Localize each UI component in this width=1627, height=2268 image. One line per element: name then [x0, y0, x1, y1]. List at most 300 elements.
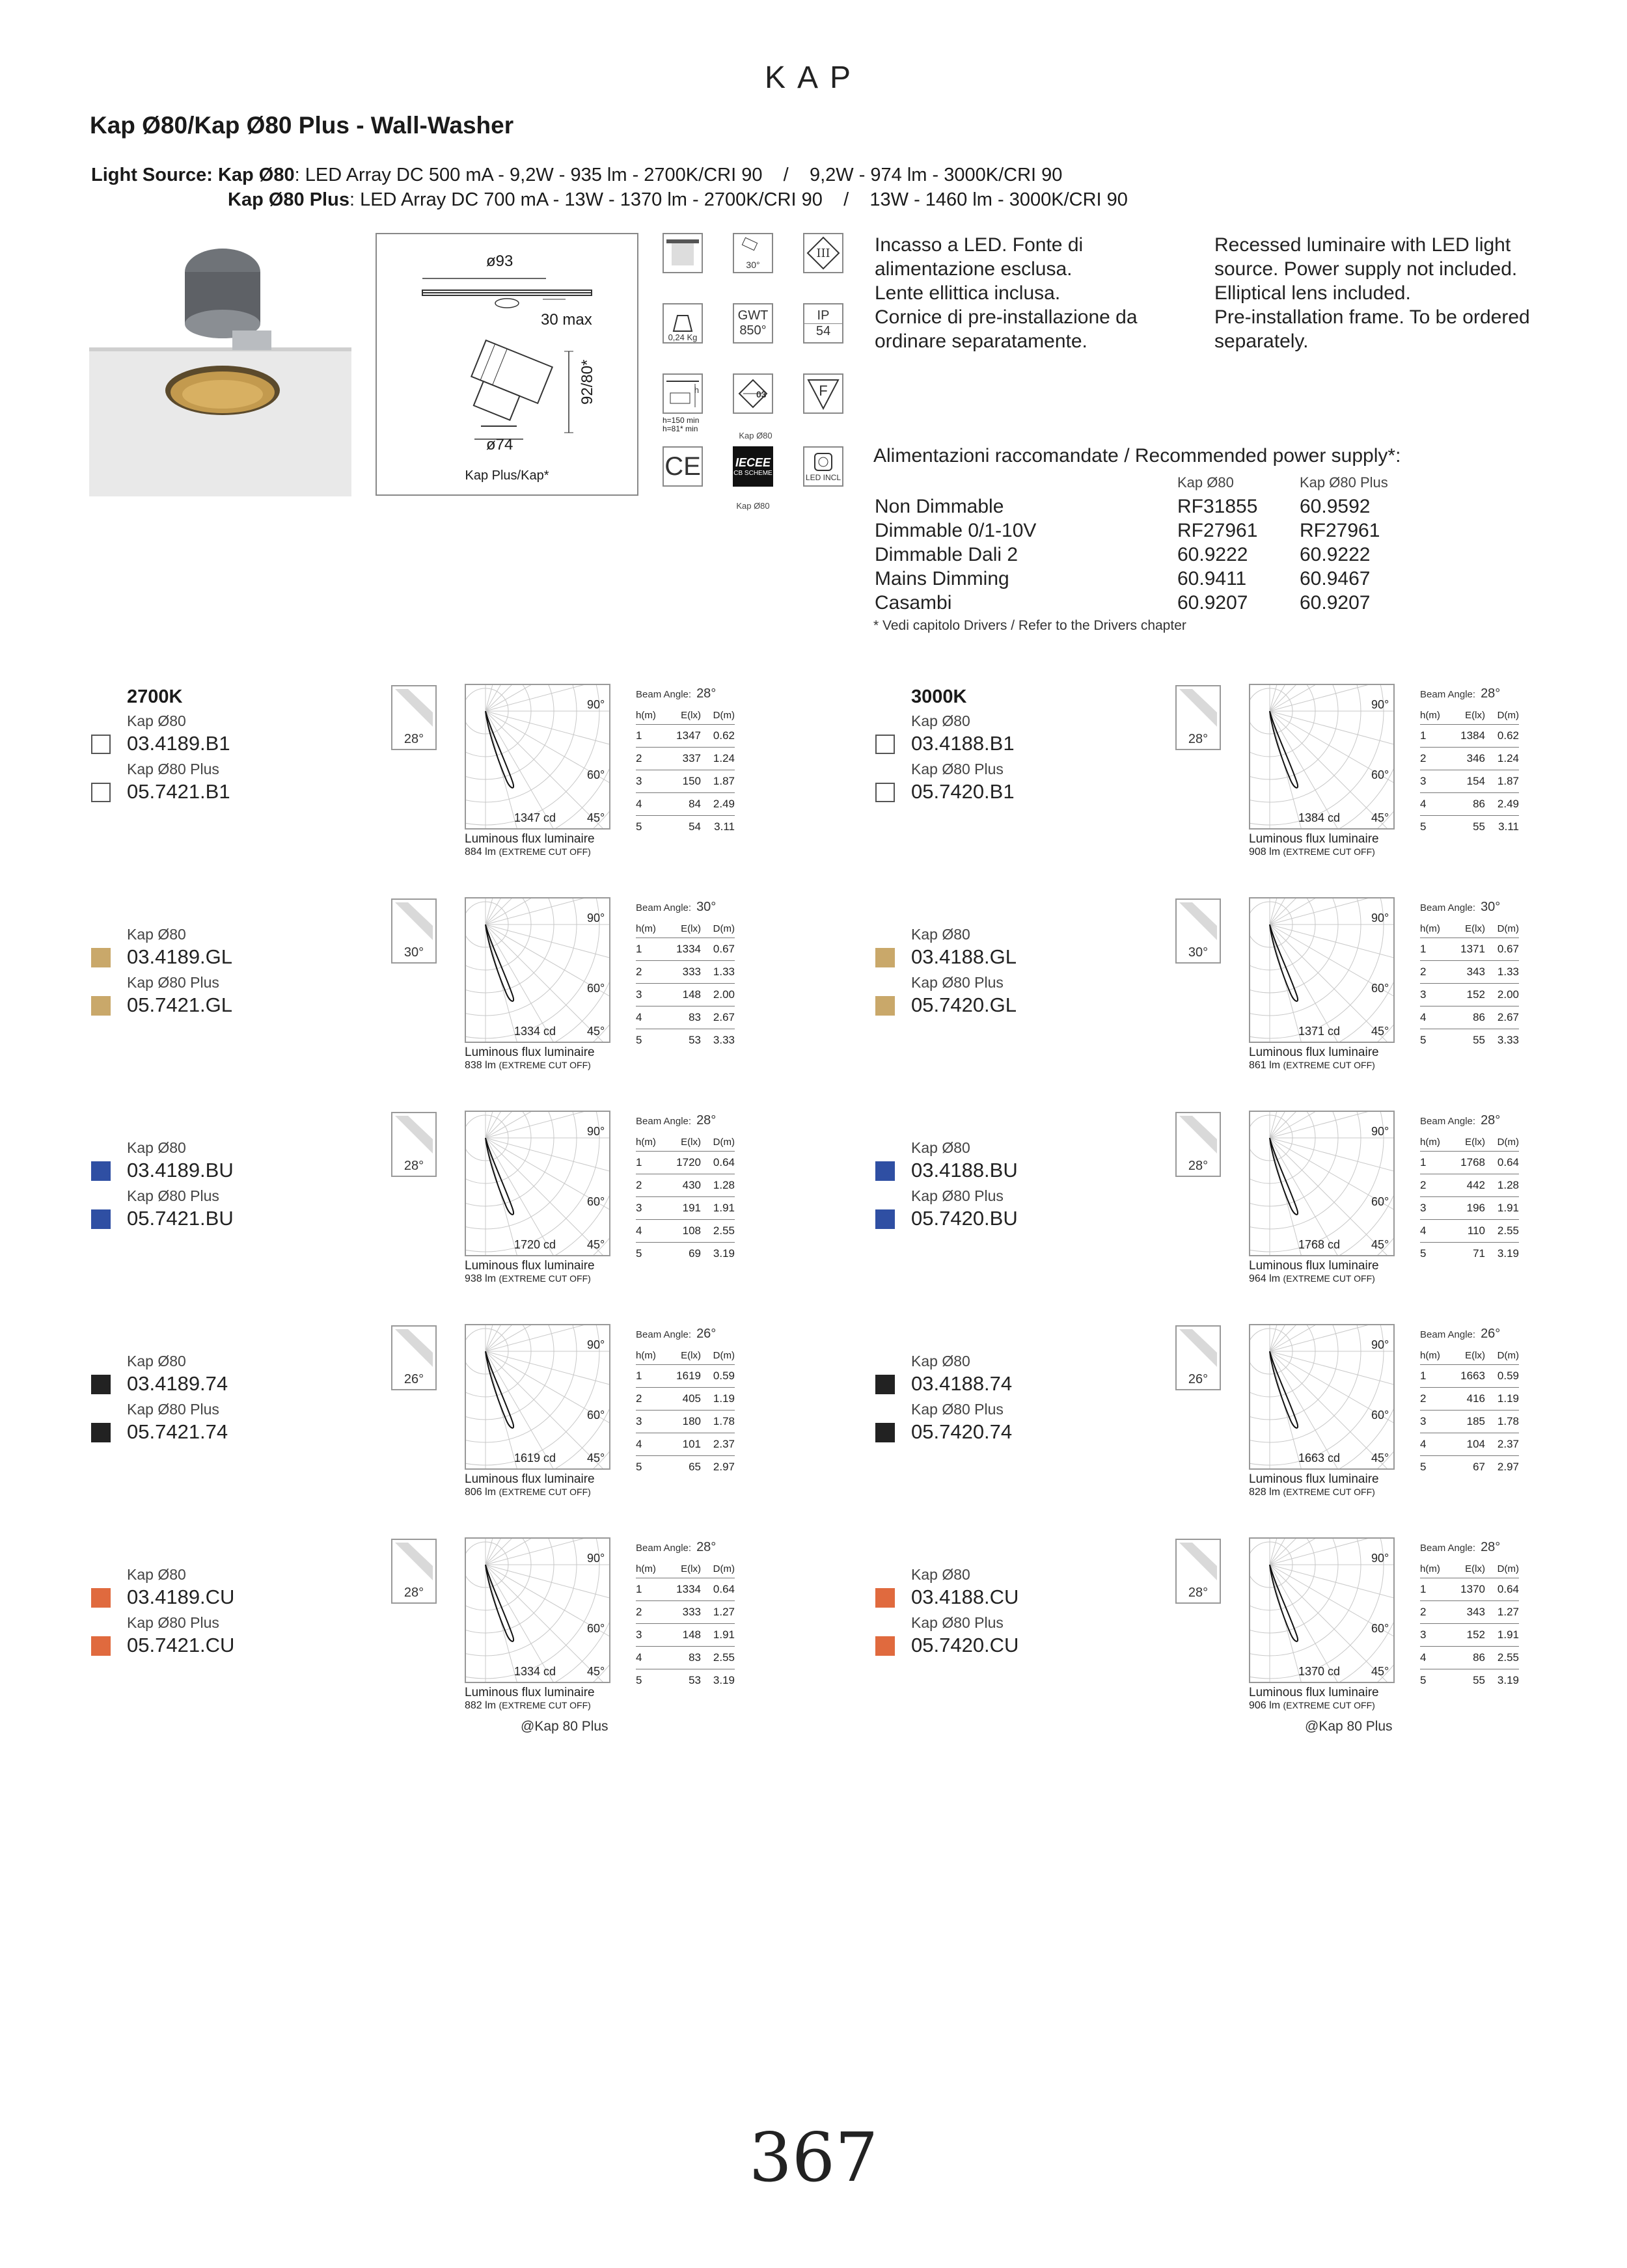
table-cell: 1.27	[701, 1601, 735, 1624]
finish-swatch[interactable]	[91, 783, 111, 802]
flux-value: 861 lm	[1249, 1060, 1281, 1071]
table-cell: 1.19	[701, 1388, 735, 1411]
table-header-cell: h(m)	[1420, 1346, 1446, 1365]
ip-value: 54	[815, 323, 831, 338]
table-row	[1420, 1365, 1519, 1388]
table-cell: 0.62	[1485, 725, 1519, 748]
power-supply-plus-code: 60.9592	[1300, 496, 1371, 517]
table-row	[1420, 1456, 1519, 1479]
table-cell: 405	[662, 1388, 701, 1411]
power-supply-name: Non Dimmable	[875, 496, 1004, 517]
table-cell: 104	[1446, 1433, 1485, 1456]
table-row	[1420, 1152, 1519, 1174]
gwt-icon	[733, 303, 773, 344]
power-supply-kap-code: RF27961	[1177, 520, 1258, 541]
cutoff-label: (EXTREME CUT OFF)	[1283, 1700, 1375, 1710]
product-code-plus: 05.7420.CU	[911, 1634, 1019, 1656]
beam-angle-header	[636, 900, 716, 915]
table-header-cell: h(m)	[1420, 706, 1446, 725]
table-cell: 86	[1446, 1006, 1485, 1029]
table-cell: 148	[662, 1624, 701, 1647]
model-label-kap: Kap Ø80	[911, 1566, 970, 1583]
table-cell: 152	[1446, 984, 1485, 1006]
table-cell: 5	[636, 1034, 642, 1046]
table-cell: 2	[1420, 961, 1446, 984]
table-header-row	[636, 1346, 735, 1365]
table-cell: 1.27	[1485, 1601, 1519, 1624]
finish-swatch[interactable]	[875, 1588, 895, 1608]
weight-icon	[663, 303, 703, 344]
table-cell: 148	[662, 984, 701, 1006]
table-row	[636, 984, 735, 1006]
table-cell: 0.67	[1485, 938, 1519, 961]
angle-45-label: 45°	[1371, 1238, 1389, 1251]
power-supply-name: Mains Dimming	[875, 568, 1009, 589]
light-source-block	[91, 163, 1128, 212]
finish-swatch[interactable]	[875, 996, 895, 1016]
dim-top: ø93	[486, 252, 513, 270]
angle-90-label: 90°	[1371, 1552, 1389, 1565]
finish-swatch[interactable]	[875, 1636, 895, 1656]
table-header-cell: E(lx)	[662, 706, 701, 725]
finish-swatch[interactable]	[91, 996, 111, 1016]
table-cell: 3	[636, 1411, 662, 1433]
table-cell: 5	[1420, 1034, 1427, 1046]
beam-angle-badge: 28°	[1175, 1156, 1221, 1177]
table-cell: 0.59	[1485, 1365, 1519, 1388]
peak-intensity: 1663 cd	[1298, 1451, 1341, 1465]
model-label-plus: Kap Ø80 Plus	[127, 1614, 219, 1631]
table-header-cell: E(lx)	[1446, 1559, 1485, 1578]
beam-icon	[391, 685, 437, 731]
product-code-plus: 05.7421.BU	[127, 1207, 234, 1230]
table-cell: 1.78	[1485, 1411, 1519, 1433]
luminous-flux-label: Luminous flux luminaire	[1249, 1259, 1379, 1273]
illuminance-table	[636, 1346, 735, 1478]
table-cell: 1.33	[1485, 961, 1519, 984]
plus-footnote: @Kap 80 Plus	[1305, 1719, 1393, 1734]
table-row	[636, 748, 735, 770]
angle-90-label: 90°	[587, 911, 605, 925]
table-row	[636, 1152, 735, 1174]
h-values: h=150 min h=81* min	[663, 416, 700, 433]
iecee-sub: CB SCHEME	[733, 470, 772, 477]
table-cell: 1768	[1446, 1152, 1485, 1174]
product-code-plus: 05.7420.74	[911, 1420, 1013, 1443]
product-code-plus: 05.7421.GL	[127, 993, 233, 1016]
table-cell: 5	[636, 820, 642, 833]
table-row	[1420, 770, 1519, 793]
table-row	[1420, 1433, 1519, 1456]
table-cell: 0.64	[1485, 1578, 1519, 1601]
beam-angle-label: Beam Angle:	[636, 1329, 692, 1340]
model-label-kap: Kap Ø80	[911, 712, 970, 729]
table-row	[636, 1365, 735, 1388]
beam-angle-label: Beam Angle:	[636, 1116, 692, 1127]
power-supply-name: Casambi	[875, 592, 952, 614]
product-code-kap: 03.4188.CU	[911, 1586, 1019, 1608]
product-code-kap: 03.4188.GL	[911, 945, 1017, 968]
table-cell: 1384	[1446, 725, 1485, 748]
angle-45-label: 45°	[1371, 811, 1389, 824]
beam-angle-value: 28°	[696, 686, 717, 701]
tilt-icon	[733, 233, 773, 273]
power-supply-kap-code: 60.9207	[1177, 592, 1248, 614]
cct-3000k: 3000K	[911, 686, 967, 707]
table-cell: 1.91	[701, 1624, 735, 1647]
model-label-kap: Kap Ø80	[127, 712, 186, 729]
table-cell: 2	[636, 961, 662, 984]
table-cell: 69	[689, 1247, 701, 1260]
angle-45-label: 45°	[1371, 1025, 1389, 1038]
table-cell: 152	[1446, 1624, 1485, 1647]
angle-60-label: 60°	[587, 1409, 605, 1422]
beam-angle-header	[636, 1113, 716, 1128]
table-row	[636, 1669, 735, 1692]
finish-swatch[interactable]	[91, 1161, 111, 1181]
model-label-kap: Kap Ø80	[911, 926, 970, 943]
finish-swatch[interactable]	[91, 1209, 111, 1229]
table-cell: 1619	[662, 1365, 701, 1388]
table-row	[636, 1624, 735, 1647]
table-cell: 1347	[662, 725, 701, 748]
product-photo	[89, 233, 351, 496]
product-code-plus: 05.7421.B1	[127, 780, 230, 803]
table-cell: 65	[689, 1461, 701, 1473]
table-header-cell: E(lx)	[1446, 1133, 1485, 1152]
table-header-cell: D(m)	[701, 1133, 735, 1152]
finish-swatch[interactable]	[875, 1209, 895, 1229]
class-label: III	[816, 246, 830, 260]
model-label-kap: Kap Ø80	[127, 1139, 186, 1156]
finish-swatch[interactable]	[875, 735, 895, 754]
angle-60-label: 60°	[1371, 1622, 1389, 1635]
cutoff-label: (EXTREME CUT OFF)	[499, 1273, 591, 1284]
model-label-plus: Kap Ø80 Plus	[911, 974, 1004, 991]
beam-angle-value: 28°	[696, 1113, 717, 1127]
table-row	[1420, 938, 1519, 961]
table-cell: 1	[636, 1152, 662, 1174]
luminous-flux-label: Luminous flux luminaire	[465, 1472, 595, 1486]
table-row	[636, 1411, 735, 1433]
table-cell: 3	[1420, 1411, 1446, 1433]
angle-60-label: 60°	[1371, 982, 1389, 995]
beam-angle-label: Beam Angle:	[636, 1543, 692, 1554]
finish-swatch[interactable]	[875, 1161, 895, 1181]
peak-intensity: 1384 cd	[1298, 811, 1341, 824]
kap-name: Kap Ø80	[217, 165, 295, 185]
table-header-cell: E(lx)	[1446, 919, 1485, 938]
finish-swatch[interactable]	[875, 948, 895, 967]
peak-intensity: 1720 cd	[514, 1238, 556, 1251]
brand-header: KAP	[764, 61, 863, 95]
table-row	[1420, 1243, 1519, 1265]
table-cell: 71	[1473, 1247, 1485, 1260]
beam-icon	[1175, 1325, 1221, 1371]
table-cell: 1.33	[701, 961, 735, 984]
beam-angle-header	[1420, 1540, 1500, 1555]
finish-swatch[interactable]	[91, 1423, 111, 1442]
table-header-row	[636, 706, 735, 725]
table-cell: 0.62	[701, 725, 735, 748]
table-cell: 1.87	[701, 770, 735, 793]
angle-45-label: 45°	[587, 1025, 605, 1038]
table-header-cell: D(m)	[1485, 1559, 1519, 1578]
table-cell: 2.55	[1485, 1647, 1519, 1669]
table-cell: 416	[1446, 1388, 1485, 1411]
iecee-label: IECEE	[735, 456, 771, 469]
product-code-kap: 03.4188.B1	[911, 732, 1015, 755]
table-header-row	[1420, 1559, 1519, 1578]
table-cell: 4	[1420, 1647, 1446, 1669]
finish-swatch[interactable]	[91, 1588, 111, 1608]
illuminance-table	[1420, 1346, 1519, 1478]
table-cell: 1.91	[1485, 1624, 1519, 1647]
beam-angle-badge: 26°	[1175, 1370, 1221, 1390]
table-header-row	[1420, 1133, 1519, 1152]
luminous-flux-label: Luminous flux luminaire	[465, 1259, 595, 1273]
table-row	[636, 1220, 735, 1243]
beam-angle-value: 30°	[1481, 900, 1501, 914]
luminous-flux-value	[1249, 846, 1375, 858]
plus-spec: : LED Array DC 700 mA - 13W - 1370 lm - 2700K/CRI 90 / 13W - 1460 lm - 3000K/CRI 90	[349, 189, 1128, 210]
table-header-row	[1420, 706, 1519, 725]
finish-swatch[interactable]	[91, 1375, 111, 1394]
product-code-plus: 05.7420.GL	[911, 993, 1017, 1016]
finish-swatch[interactable]	[91, 1636, 111, 1656]
beam-angle-label: Beam Angle:	[1420, 902, 1476, 913]
luminous-flux-label: Luminous flux luminaire	[1249, 1472, 1379, 1486]
table-row	[636, 1647, 735, 1669]
table-row	[636, 961, 735, 984]
table-row	[636, 770, 735, 793]
table-cell: 1	[636, 1578, 662, 1601]
table-row	[636, 793, 735, 816]
beam-icon	[391, 1112, 437, 1157]
beam-icon	[391, 898, 437, 944]
table-row	[1420, 1388, 1519, 1411]
table-cell: 2.00	[701, 984, 735, 1006]
product-code-kap: 03.4189.CU	[127, 1586, 235, 1608]
table-cell: 343	[1446, 961, 1485, 984]
cutoff-label: (EXTREME CUT OFF)	[499, 1487, 591, 1497]
table-row	[636, 1029, 735, 1052]
kap-spec: : LED Array DC 500 mA - 9,2W - 935 lm - 2700K/CRI 90 / 9,2W - 974 lm - 3000K/CRI 90	[294, 165, 1063, 185]
table-cell: 3	[1420, 1197, 1446, 1220]
table-cell: 154	[1446, 770, 1485, 793]
angle-45-label: 45°	[587, 1238, 605, 1251]
table-header-cell: h(m)	[636, 1559, 662, 1578]
table-cell: 84	[662, 793, 701, 816]
beam-angle-badge: 26°	[391, 1370, 437, 1390]
luminous-flux-label: Luminous flux luminaire	[465, 1686, 595, 1699]
beam-angle-header	[1420, 686, 1500, 701]
cutoff-label: (EXTREME CUT OFF)	[1283, 846, 1375, 857]
table-cell: 1	[1420, 1578, 1446, 1601]
h-label: h	[694, 385, 699, 395]
table-cell: 53	[689, 1034, 701, 1046]
beam-angle-value: 26°	[696, 1327, 717, 1341]
illuminance-table	[636, 706, 735, 838]
finish-swatch[interactable]	[875, 783, 895, 802]
table-row	[1420, 1220, 1519, 1243]
product-code-kap: 03.4188.BU	[911, 1159, 1018, 1181]
model-label-kap: Kap Ø80	[911, 1353, 970, 1370]
table-row	[636, 1601, 735, 1624]
page-number: 367	[748, 2118, 879, 2197]
luminous-flux-value	[465, 1700, 591, 1712]
product-code-kap: 03.4189.BU	[127, 1159, 234, 1181]
angle-60-label: 60°	[587, 982, 605, 995]
ip-label: IP	[804, 308, 842, 324]
table-row	[1420, 1601, 1519, 1624]
table-cell: 2.37	[701, 1433, 735, 1456]
table-cell: 2.49	[701, 793, 735, 816]
table-header-cell: E(lx)	[1446, 706, 1485, 725]
luminous-flux-value	[465, 1487, 591, 1498]
model-label-plus: Kap Ø80 Plus	[127, 1401, 219, 1418]
angle-90-label: 90°	[1371, 1125, 1389, 1138]
product-code-kap: 03.4189.74	[127, 1372, 228, 1395]
dim-height: 92/80*	[579, 359, 596, 405]
model-label-kap: Kap Ø80	[911, 1139, 970, 1156]
tilt-value: 30°	[746, 260, 760, 270]
beam-angle-badge: 28°	[1175, 1583, 1221, 1604]
plus-name: Kap Ø80 Plus	[228, 189, 349, 210]
description-en: Recessed luminaire with LED light source. Power supply not included. Elliptical lens included. Pre-installation frame. To be ordered separately.	[1214, 234, 1530, 352]
table-cell: 0.64	[1485, 1152, 1519, 1174]
led-incl-label: LED INCL	[805, 473, 841, 482]
finish-swatch[interactable]	[875, 1375, 895, 1394]
table-cell: 5	[1420, 1461, 1427, 1473]
beam-angle-label: Beam Angle:	[636, 689, 692, 700]
table-row	[1420, 816, 1519, 839]
table-cell: 4	[1420, 1220, 1446, 1243]
table-cell: 4	[1420, 793, 1446, 816]
table-cell: 3.11	[1498, 820, 1519, 833]
table-cell: 1.24	[1485, 748, 1519, 770]
beam-angle-badge: 28°	[391, 729, 437, 750]
cutoff-label: (EXTREME CUT OFF)	[499, 1700, 591, 1710]
table-cell: 3	[636, 1624, 662, 1647]
beam-angle-label: Beam Angle:	[1420, 1116, 1476, 1127]
beam-angle-header	[1420, 1327, 1500, 1342]
table-cell: 2	[1420, 1388, 1446, 1411]
luminous-flux-label: Luminous flux luminaire	[1249, 832, 1379, 846]
angle-90-label: 90°	[1371, 911, 1389, 925]
table-row	[1420, 725, 1519, 748]
table-cell: 5	[1420, 820, 1427, 833]
model-label-plus: Kap Ø80 Plus	[127, 761, 219, 777]
table-row	[636, 1243, 735, 1265]
table-row	[636, 1006, 735, 1029]
table-cell: 1.91	[701, 1197, 735, 1220]
ip-icon	[803, 303, 843, 344]
table-cell: 1	[1420, 938, 1446, 961]
peak-intensity: 1768 cd	[1298, 1238, 1341, 1251]
model-label-kap: Kap Ø80	[127, 1353, 186, 1370]
table-header-cell: h(m)	[636, 706, 662, 725]
cct-2700k: 2700K	[127, 686, 183, 707]
finish-swatch[interactable]	[875, 1423, 895, 1442]
finish-swatch[interactable]	[91, 735, 111, 754]
table-cell: 1.28	[1485, 1174, 1519, 1197]
flux-value: 884 lm	[465, 846, 497, 857]
angle-45-label: 45°	[587, 1665, 605, 1678]
table-header-cell: h(m)	[1420, 1559, 1446, 1578]
table-cell: 1663	[1446, 1365, 1485, 1388]
beam-angle-label: Beam Angle:	[1420, 1329, 1476, 1340]
illuminance-table	[636, 919, 735, 1051]
flux-value: 828 lm	[1249, 1487, 1281, 1498]
table-header-cell: h(m)	[1420, 1133, 1446, 1152]
technical-drawing	[376, 233, 638, 496]
luminous-flux-value	[1249, 1487, 1375, 1498]
beam-angle-header	[636, 1327, 716, 1342]
luminous-flux-value	[465, 1060, 591, 1072]
beam-icon	[1175, 1539, 1221, 1584]
table-cell: 1	[1420, 1152, 1446, 1174]
flux-value: 906 lm	[1249, 1700, 1281, 1711]
table-header-cell: D(m)	[701, 919, 735, 938]
table-cell: 3.19	[1497, 1247, 1519, 1260]
table-cell: 343	[1446, 1601, 1485, 1624]
table-cell: 5	[1420, 1674, 1427, 1686]
cutoff-label: (EXTREME CUT OFF)	[1283, 1273, 1375, 1284]
angle-60-label: 60°	[1371, 1409, 1389, 1422]
luminous-flux-label: Luminous flux luminaire	[465, 1046, 595, 1059]
angle-60-label: 60°	[587, 1622, 605, 1635]
table-cell: 2	[1420, 748, 1446, 770]
table-cell: 3.33	[713, 1034, 735, 1046]
beam-angle-label: Beam Angle:	[1420, 689, 1476, 700]
finish-swatch[interactable]	[91, 948, 111, 967]
power-supply-kap-code: 60.9222	[1177, 544, 1248, 565]
table-header-cell: D(m)	[701, 1559, 735, 1578]
table-header-row	[1420, 1346, 1519, 1365]
beam-angle-badge: 30°	[1175, 943, 1221, 964]
flux-value: 964 lm	[1249, 1273, 1281, 1284]
product-title: Kap Ø80/Kap Ø80 Plus - Wall-Washer	[90, 112, 514, 139]
model-label-kap: Kap Ø80	[127, 1566, 186, 1583]
table-row	[1420, 1411, 1519, 1433]
table-cell: 3	[1420, 770, 1446, 793]
recessed-icon	[663, 233, 703, 273]
beam-angle-header	[636, 1540, 716, 1555]
cutoff-label: (EXTREME CUT OFF)	[1283, 1487, 1375, 1497]
luminous-flux-value	[465, 1273, 591, 1285]
table-cell: 4	[636, 1647, 662, 1669]
table-row	[1420, 1174, 1519, 1197]
power-supply-col-kap: Kap Ø80	[1177, 474, 1234, 491]
weight-value: 0,24 Kg	[668, 332, 698, 342]
beam-angle-badge: 30°	[391, 943, 437, 964]
table-cell: 3	[1420, 1624, 1446, 1647]
table-cell: 4	[636, 1006, 662, 1029]
model-label-plus: Kap Ø80 Plus	[127, 974, 219, 991]
beam-icon	[1175, 685, 1221, 731]
illuminance-table	[1420, 919, 1519, 1051]
cat-label: 03	[756, 389, 767, 399]
dim-bottom: ø74	[486, 436, 513, 453]
led-incl-icon	[803, 446, 843, 487]
table-cell: 4	[1420, 1433, 1446, 1456]
table-cell: 1	[636, 938, 662, 961]
beam-angle-badge: 28°	[1175, 729, 1221, 750]
installation-height-icon	[663, 373, 703, 414]
table-row	[636, 1433, 735, 1456]
model-label-plus: Kap Ø80 Plus	[911, 1187, 1004, 1204]
